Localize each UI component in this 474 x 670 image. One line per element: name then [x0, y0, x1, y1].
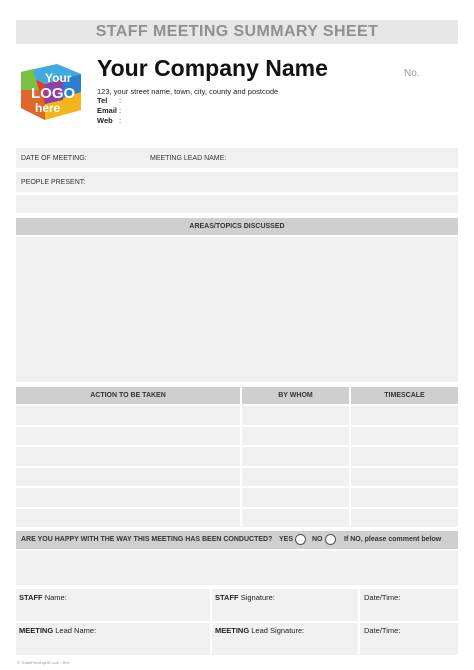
happy-question-bar	[16, 531, 458, 549]
lead-signature-label	[215, 626, 304, 635]
staff-name-bold: STAFF	[19, 593, 43, 602]
staff-signature-label	[215, 593, 275, 602]
timescale-cell[interactable]	[351, 447, 458, 466]
happy-question: ARE YOU HAPPY WITH THE WAY THIS MEETING HAS BEEN CONDUCTED?	[21, 536, 273, 543]
date-of-meeting-label: DATE OF MEETING:	[21, 155, 87, 162]
company-address: 123, your street name, town, city, county and postcode	[97, 87, 279, 96]
staff-signature-bold: STAFF	[215, 593, 239, 602]
sheet-title: STAFF MEETING SUMMARY SHEET	[16, 20, 458, 44]
tel-label: Tel	[97, 96, 108, 105]
tel-colon: :	[119, 96, 122, 105]
contact-tel	[97, 96, 122, 105]
timescale-cell[interactable]	[351, 406, 458, 425]
action-cell[interactable]	[16, 468, 240, 487]
by-whom-cell[interactable]	[242, 488, 349, 507]
yes-option[interactable]	[279, 531, 306, 549]
email-label: Email	[97, 106, 118, 115]
web-colon: :	[119, 116, 122, 125]
yes-label: YES	[279, 536, 294, 543]
no-option[interactable]	[312, 531, 336, 549]
action-cell[interactable]	[16, 427, 240, 446]
timescale-header: TIMESCALE	[351, 387, 458, 404]
action-cell[interactable]	[16, 509, 240, 528]
no-label: NO	[312, 536, 323, 543]
by-whom-cell[interactable]	[242, 406, 349, 425]
contact-web	[97, 116, 122, 125]
by-whom-header: BY WHOM	[242, 387, 349, 404]
timescale-cell[interactable]	[351, 488, 458, 507]
areas-topics-area[interactable]	[16, 237, 458, 382]
lead-name-bold: MEETING	[19, 626, 54, 635]
people-present-row-2[interactable]	[16, 195, 458, 213]
people-present-label: PEOPLE PRESENT:	[21, 179, 86, 186]
staff-date-label: Date/Time:	[364, 593, 401, 602]
yes-radio[interactable]	[295, 534, 306, 545]
no-radio[interactable]	[325, 534, 336, 545]
action-cell[interactable]	[16, 488, 240, 507]
lead-name-text: Lead Name:	[53, 626, 97, 635]
by-whom-cell[interactable]	[242, 468, 349, 487]
contact-email	[97, 106, 122, 115]
by-whom-cell[interactable]	[242, 509, 349, 528]
web-label: Web	[97, 116, 113, 125]
staff-name-label	[19, 593, 67, 602]
action-header: ACTION TO BE TAKEN	[16, 387, 240, 404]
footer-ref: © TradePrintingUK.com - Ref:	[17, 660, 70, 665]
lead-date-label: Date/Time:	[364, 626, 401, 635]
areas-topics-header: AREAS/TOPICS DISCUSSED	[16, 218, 458, 235]
staff-signature-text: Signature:	[238, 593, 275, 602]
comment-area[interactable]	[16, 551, 458, 585]
logo-cube-icon	[17, 60, 85, 122]
lead-signature-text: Lead Signature:	[249, 626, 305, 635]
email-colon: :	[119, 106, 122, 115]
comment-instruction: If NO, please comment below	[344, 536, 442, 543]
logo-text-2: LOGO	[31, 85, 76, 102]
staff-name-text: Name:	[42, 593, 67, 602]
timescale-cell[interactable]	[351, 468, 458, 487]
action-cell[interactable]	[16, 447, 240, 466]
by-whom-cell[interactable]	[242, 447, 349, 466]
company-name: Your Company Name	[97, 55, 328, 81]
by-whom-cell[interactable]	[242, 427, 349, 446]
action-cell[interactable]	[16, 406, 240, 425]
form-number-label: No.	[404, 68, 420, 79]
timescale-cell[interactable]	[351, 427, 458, 446]
logo-text-1: Your	[45, 71, 72, 85]
lead-name-label	[19, 626, 96, 635]
logo-text-3: here	[35, 101, 61, 115]
timescale-cell[interactable]	[351, 509, 458, 528]
meeting-lead-name-label: MEETING LEAD NAME:	[150, 155, 227, 162]
lead-signature-bold: MEETING	[215, 626, 250, 635]
